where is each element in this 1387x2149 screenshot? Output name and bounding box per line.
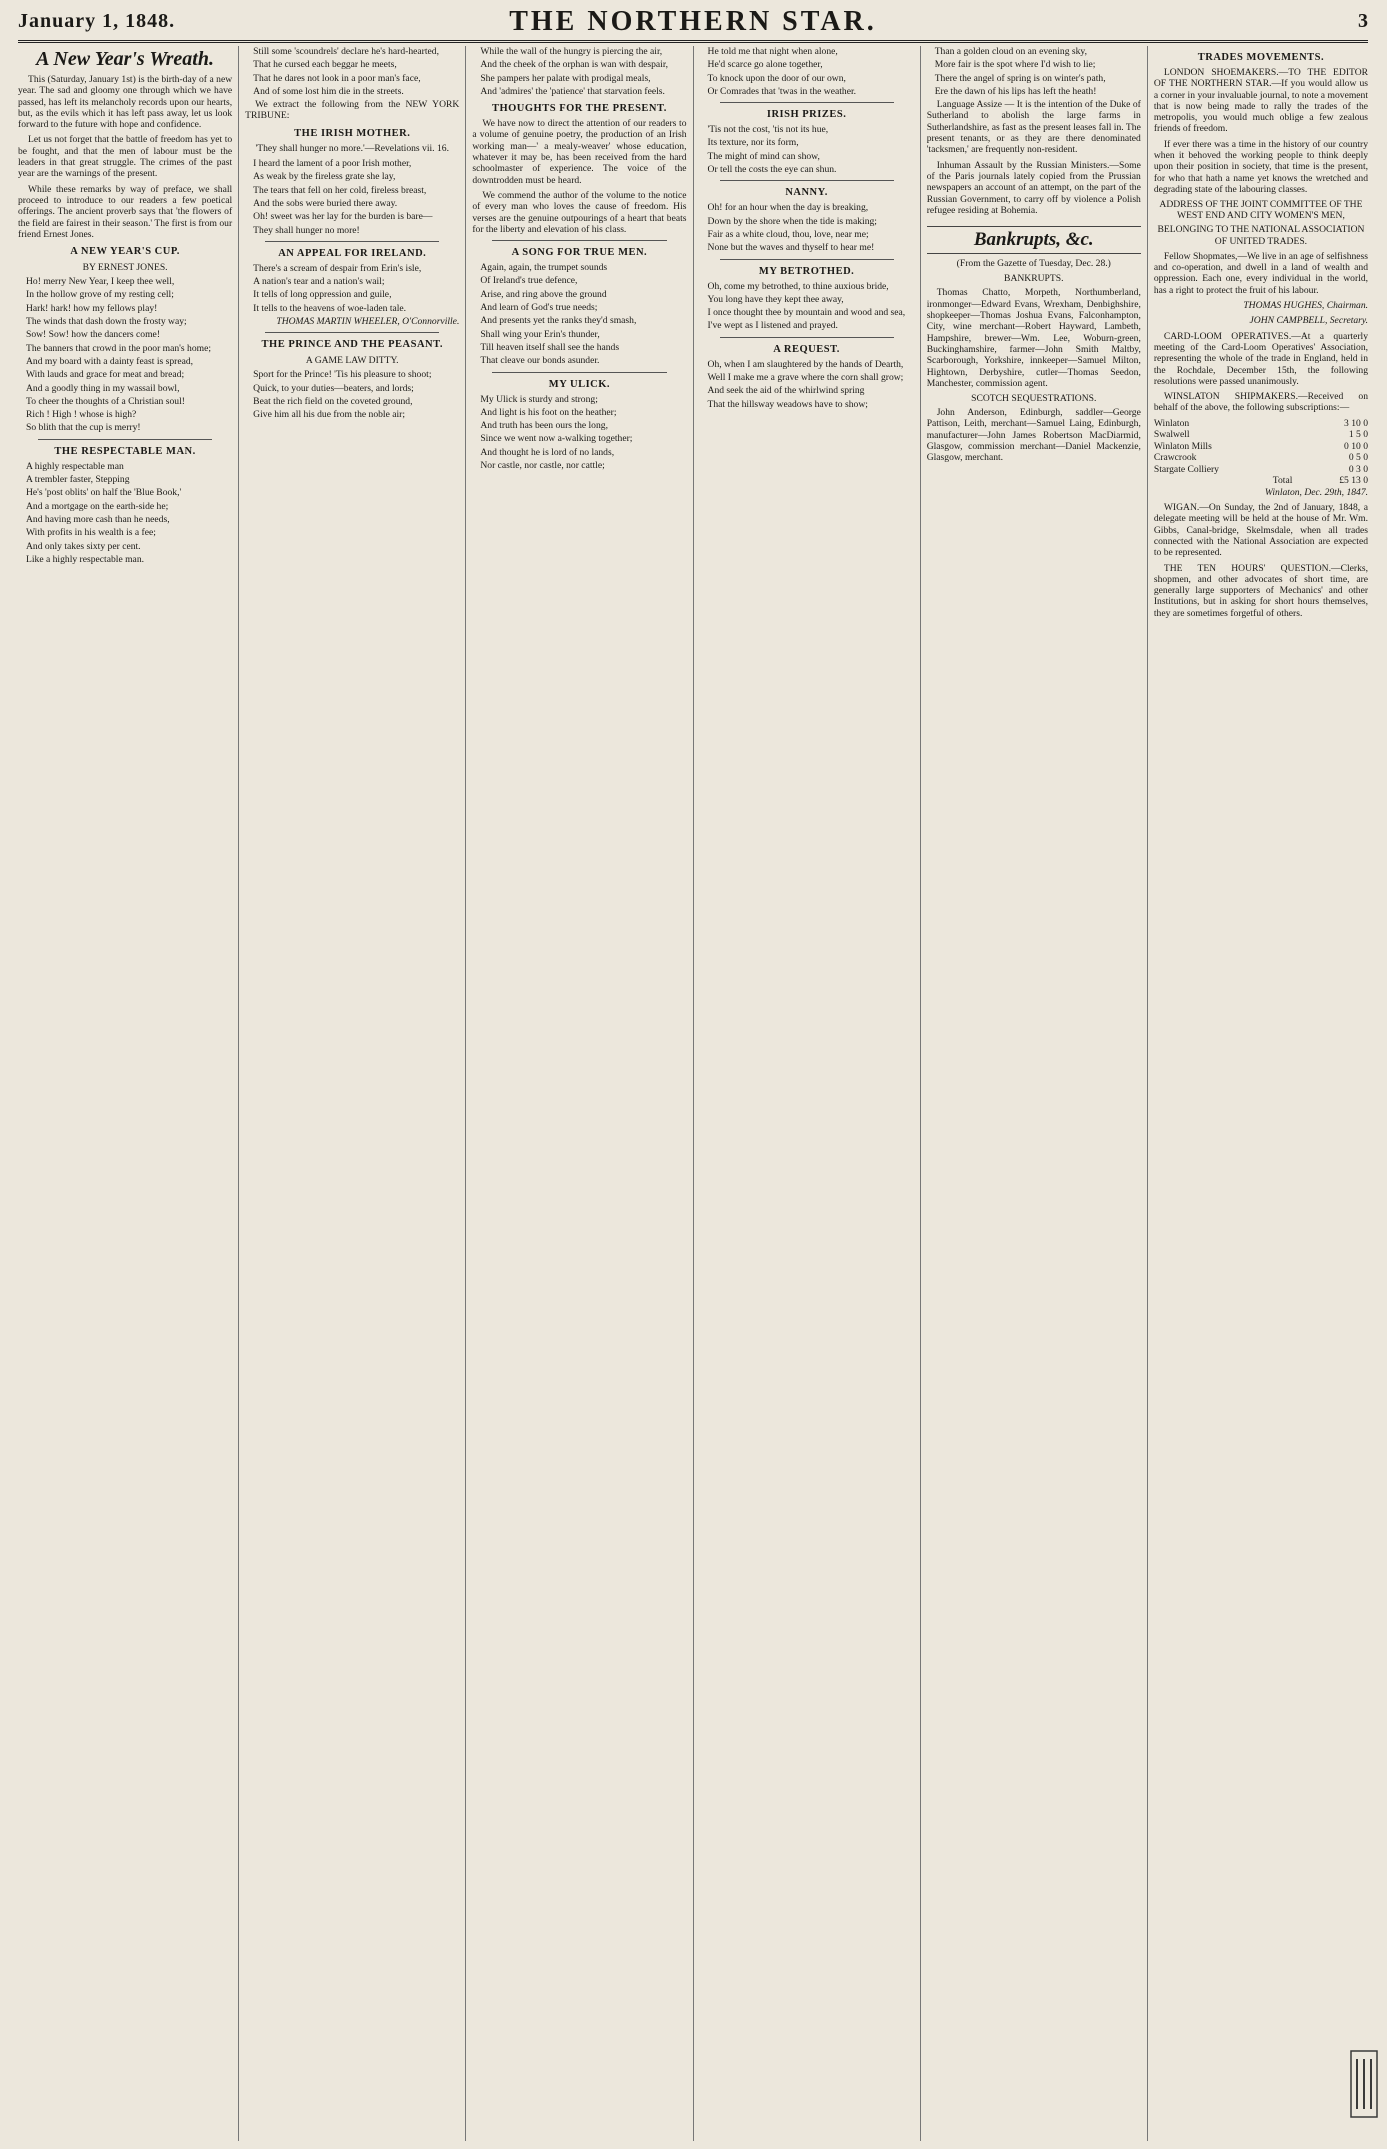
poem-line: With lauds and grace for meat and bread;: [26, 369, 185, 381]
column-1: [18, 46, 238, 2141]
section-divider: [720, 259, 894, 260]
essay-paragraph: We have now to direct the attention of our readers to a volume of genuine poetry, the production of an Irish working man—' a mealy-weaver' whose education, whatever it may be, has been received from the hard schoolmaster of experience. The voice of the downtrodden must be heard.: [472, 118, 687, 186]
poem-line: Beat the rich field on the coveted ground,: [253, 395, 413, 407]
poem-line: None but the waves and thyself to hear me!: [707, 242, 875, 254]
ballad-title: MY ULICK.: [548, 378, 611, 390]
poem-line: Down by the shore when the tide is making;: [707, 215, 877, 227]
trades-paragraph-4: CARD-LOOM OPERATIVES.—At a quarterly meeting of the Card-Loom Operatives' Association, representing the whole of the trade in England, held in the Rochdale, December 15th, the following resolutions were passed unanimously.: [1153, 330, 1369, 387]
poem-line: Its texture, nor its form,: [707, 137, 799, 149]
poem2-line: He's 'post oblits' on half the 'Blue Book,': [26, 487, 182, 499]
poem-line: Sow! Sow! how the dancers come!: [26, 329, 161, 341]
nanny-title: NANNY.: [785, 187, 828, 199]
poem-line: That the hillsway weadows have to show;: [707, 398, 868, 410]
poem-line: While the wall of the hungry is piercing the air,: [480, 46, 663, 57]
poem-line: To cheer the thoughts of a Christian soul!: [26, 395, 185, 407]
poem-line: Sport for the Prince! 'Tis his pleasure to shoot;: [253, 369, 432, 381]
table-row: Winlaton Mills 0 10 0: [1153, 440, 1369, 452]
poem-line: And seek the aid of the whirlwind spring: [707, 385, 865, 397]
signature-chairman: THOMAS HUGHES, Chairman.: [1243, 300, 1369, 312]
trades-paragraph-6: THE TEN HOURS' QUESTION.—Clerks, shopmen, and other advocates of short time, are generally large supporters of Mechanics' and other Institutions, but in asking for short hours themselves, they are sometimes forgetful of others.: [1153, 562, 1369, 619]
table-row: Winlaton 3 10 0: [1153, 417, 1369, 429]
column-4: [693, 46, 920, 2141]
poem-line: Hark! hark! how my fellows play!: [26, 302, 158, 314]
poem-line: Shall wing your Erin's thunder,: [480, 328, 600, 340]
column-3: [465, 46, 692, 2141]
section-divider: [38, 439, 212, 440]
column-5: [920, 46, 1147, 2141]
poem-line: Oh, when I am slaughtered by the hands of Dearth,: [707, 358, 904, 370]
column-6: [1147, 46, 1368, 2141]
poem-line: The might of mind can show,: [707, 150, 820, 162]
poem-line: 'Tis not the cost, 'tis not its hue,: [707, 124, 829, 136]
poem2-title: THE RESPECTABLE MAN.: [54, 445, 196, 457]
poem-line: That he dares not look in a poor man's face,: [253, 72, 421, 84]
poem2-line: A trembler faster, Stepping: [26, 474, 130, 486]
poem-line: To knock upon the door of our own,: [707, 72, 846, 84]
poem-line: It tells of long oppression and guile,: [253, 289, 392, 301]
dialogue-title: THE PRINCE AND THE PEASANT.: [261, 339, 443, 351]
bankrupts-heading: Bankrupts, &c.: [927, 226, 1141, 254]
irish-mother-epigraph: 'They shall hunger no more.'—Revelations vii. 16.: [255, 142, 449, 154]
column-container: [18, 46, 1368, 2141]
news-paragraph-2: Inhuman Assault by the Russian Ministers.—Some of the Paris journals lately copied from the Prussian newspapers an account of an attempt, on the part of the Russian Government, to carry off by violence a Polish refugee residing at Bohemia.: [926, 159, 1141, 216]
signature-secretary: JOHN CAMPBELL, Secretary.: [1249, 315, 1369, 327]
subscriptions-table: [1154, 418, 1368, 487]
address-title: ADDRESS OF THE JOINT COMMITTEE OF THE WEST END AND CITY WOMEN'S MEN,: [1159, 199, 1363, 222]
excerpt-intro: We extract the following from the NEW YORK TRIBUNE:: [245, 99, 460, 122]
trades-paragraph-2: If ever there was a time in the history of our country when it behoved the working people to think deeply upon their position in society, that time is the present, for who that hath a name yet knows the wretched and degrading state of the labouring classes.: [1153, 138, 1369, 195]
poem2-line: A highly respectable man: [26, 460, 124, 472]
poem-line: And the sobs were buried there away.: [253, 197, 398, 209]
poem-line: Still some 'scoundrels' declare he's hard-hearted,: [253, 46, 439, 57]
trades-intro: LONDON SHOEMAKERS.—TO THE EDITOR OF THE NORTHERN STAR.—If you would allow us a corner in your invaluable journal, to note a movement that is now being made to rally the trades of the metropolis, you would much oblige a few zealous friends of freedom.: [1153, 67, 1369, 135]
section-divider: [720, 337, 894, 338]
poem-line: More fair is the spot where I'd wish to lie;: [934, 59, 1096, 71]
poem-line: And learn of God's true needs;: [480, 302, 598, 314]
poem-line: So blith that the cup is merry!: [26, 422, 141, 434]
address-subtitle: BELONGING TO THE NATIONAL ASSOCIATION OF UNITED TRADES.: [1157, 224, 1365, 247]
poem-line: There's a scream of despair from Erin's isle,: [253, 262, 422, 274]
poem-line: I once thought thee by mountain and wood and sea,: [707, 307, 906, 319]
poem-line: The tears that fell on her cold, fireless breast,: [253, 184, 427, 196]
poem-line: It tells to the heavens of woe-laden tale.: [253, 302, 407, 314]
poem-line: Since we went now a-walking together;: [480, 433, 633, 445]
appeal-title: AN APPEAL FOR IRELAND.: [278, 247, 427, 259]
poem-line: And a goodly thing in my wassail bowl,: [26, 382, 180, 394]
trades-paragraph-5: WIGAN.—On Sunday, the 2nd of January, 1848, a delegate meeting will be held at the house of Mr. Wm. Gibbs, Canal-bridge, Skelmsdale, when all trades connected with the National Association are expected to be represented.: [1153, 502, 1369, 559]
song-title: A SONG FOR TRUE MEN.: [511, 247, 648, 259]
poem-line: And presents yet the ranks they'd smash,: [480, 315, 637, 327]
section-divider: [265, 241, 439, 242]
poem-line: Nor castle, nor castle, nor cattle;: [480, 460, 605, 472]
poem-line: She pampers her palate with prodigal meals,: [480, 72, 651, 84]
poem-line: Arise, and ring above the ground: [480, 288, 607, 300]
request-title: A REQUEST.: [773, 343, 840, 355]
poem2-line: Like a highly respectable man.: [26, 553, 145, 565]
trades-paragraph-3: Fellow Shopmates,—We live in an age of selfishness and co-operation, and dwell in a land of wealth and oppression. Each one, every individual in the world, has a right to protect the fruit of his labour.: [1153, 250, 1369, 296]
poem2-line: And only takes sixty per cent.: [26, 540, 141, 552]
poem-line: That he cursed each beggar he meets,: [253, 59, 397, 71]
masthead: [18, 6, 1368, 43]
wreath-paragraph-3: While these remarks by way of preface, we shall proceed to introduce to our readers a few poetical offerings. The ancient proverb says that 'the flowers of the field are fairest in their season.' The first is from our friend Ernest Jones.: [18, 183, 233, 240]
poem-line: And truth has been ours the long,: [480, 420, 608, 432]
section-divider: [492, 240, 666, 241]
trades-movements-title: TRADES MOVEMENTS.: [1197, 52, 1325, 63]
poem-line: Or Comrades that 'twas in the weather.: [707, 85, 857, 97]
subscriptions-heading: WINSLATON SHIPMAKERS.—Received on behalf of the above, the following subscriptions:—: [1153, 391, 1369, 414]
betrothed-title: MY BETROTHED.: [758, 265, 855, 277]
sequestrations-subheading: SCOTCH SEQUESTRATIONS.: [971, 393, 1097, 405]
poem-line: As weak by the fireless grate she lay,: [253, 171, 396, 183]
poem-line: Again, again, the trumpet sounds: [480, 262, 608, 274]
poem-line: He told me that night when alone,: [707, 46, 838, 57]
poem-line: In the hollow grove of my resting cell;: [26, 289, 174, 301]
dialogue-subtitle: A GAME LAW DITTY.: [305, 355, 399, 367]
issue-date: January 1, 1848.: [18, 10, 176, 32]
poem-line: They shall hunger no more!: [253, 224, 360, 236]
signature: THOMAS MARTIN WHEELER, O'Connorville.: [276, 316, 460, 328]
news-paragraph: Language Assize — It is the intention of the Duke of Sutherland to abolish the large farms in Sutherlandshire, as fast as the present leases fall in. The present tenants, or as they are there denominated 'tacksmen,' are frequently non-resident.: [926, 99, 1141, 156]
table-total-row: Total £5 13 0: [1272, 475, 1369, 487]
poem-line: Ho! merry New Year, I keep thee well,: [26, 276, 175, 288]
poem-line: And thought he is lord of no lands,: [480, 446, 615, 458]
poem-line: And light is his foot on the heather;: [480, 406, 617, 418]
poem-line: Quick, to your duties—beaters, and lords;: [253, 382, 414, 394]
poem2-line: With profits in his wealth is a fee;: [26, 527, 156, 539]
poem-line: Or tell the costs the eye can shun.: [707, 164, 837, 176]
section-divider: [720, 180, 894, 181]
poem-line: The banners that crowd in the poor man's home;: [26, 342, 212, 354]
poem-line: Oh! sweet was her lay for the burden is bare—: [253, 211, 433, 223]
newspaper-title: THE NORTHERN STAR.: [509, 6, 877, 37]
poem2-line: And having more cash than he needs,: [26, 513, 170, 525]
poem-line: My Ulick is sturdy and strong;: [480, 393, 598, 405]
poem-line: Rich ! High ! whose is high?: [26, 409, 137, 421]
poem-line: A nation's tear and a nation's wail;: [253, 276, 385, 288]
poem-line: I've wept as I listened and prayed.: [707, 320, 838, 332]
wreath-intro: This (Saturday, January 1st) is the birth-day of a new year. The sad and gloomy one through which we have passed, has left its melancholy records upon our hearts, but, as the evils which it has left pass away, let us look forward to the future with hope and confidence.: [18, 74, 233, 131]
essay-title: THOUGHTS FOR THE PRESENT.: [491, 103, 667, 115]
bankrupts-list: Thomas Chatto, Morpeth, Northumberland, ironmonger—Edward Evans, Wrexham, Denbighshire, shopkeeper—Thomas Joshua Evans, Falconhampton, City, wine merchant—Robert Hayward, Lambeth, Hampshire, brewer—Wm. Lee, Woburn-green, Buckinghamshire, farmer—John Smith Maltby, Scarborough, Yorkshire, innkeeper—Samuel Milton, Hightown, Derbyshire, cutler—Thomas Seedon, Manchester, commission agent.: [926, 287, 1141, 389]
page-number: 3: [1358, 10, 1368, 32]
poem-author: BY ERNEST JONES.: [82, 262, 168, 274]
table-row: Stargate Colliery 0 3 0: [1153, 463, 1369, 475]
poem-line: And 'admires' the 'patience' that starvation feels.: [480, 85, 665, 97]
new-years-wreath-heading: A New Year's Wreath.: [36, 48, 214, 70]
table-row: Swalwell 1 5 0: [1153, 429, 1369, 441]
poem-title: A NEW YEAR'S CUP.: [70, 246, 180, 258]
table-row: Crawcrook 0 5 0: [1153, 452, 1369, 464]
poem-line: The winds that dash down the frosty way;: [26, 316, 187, 328]
dateline: Winlaton, Dec. 29th, 1847.: [1264, 486, 1369, 498]
poem-line: Give him all his due from the noble air;: [253, 409, 406, 421]
poem-line: He'd scarce go alone together,: [707, 59, 823, 71]
column-2: [238, 46, 465, 2141]
poem2-line: And a mortgage on the earth-side he;: [26, 500, 169, 512]
poem-line: Of Ireland's true defence,: [480, 275, 578, 287]
wreath-paragraph-2: Let us not forget that the battle of freedom has yet to be fought, and that the men of labour must be the leaders in that great struggle. The crimes of the past year are the warnings of the present.: [18, 134, 233, 180]
poem-line: Ere the dawn of his lips has left the heath!: [934, 85, 1097, 97]
poem-line: And my board with a dainty feast is spread,: [26, 355, 194, 367]
poem-line: Than a golden cloud on an evening sky,: [934, 46, 1087, 57]
section-divider: [720, 102, 894, 103]
section-divider: [492, 372, 666, 373]
bankrupts-source: (From the Gazette of Tuesday, Dec. 28.): [956, 258, 1111, 270]
bankrupts-subheading: BANKRUPTS.: [1004, 273, 1064, 285]
poem-line: That cleave our bonds asunder.: [480, 355, 600, 367]
poem-line: You long have they kept thee away,: [707, 293, 844, 305]
poem-line: Oh, come my betrothed, to thine auxious bride,: [707, 280, 889, 292]
irish-mother-title: THE IRISH MOTHER.: [294, 127, 411, 139]
sequestrations-list: John Anderson, Edinburgh, saddler—George Pattison, Leith, merchant—Samuel Laing, Edinburgh, manufacturer—John James Robertson MacDiarmid, Glasgow, commission merchant—Daniel Mackenzie, Glasgow, merchant.: [926, 407, 1141, 464]
essay-paragraph-2: We commend the author of the volume to the notice of every man who loves the cause of freedom. His verses are the genuine outpourings of a heart that beats for the liberty and elevation of his class.: [472, 189, 687, 235]
poem-line: And of some lost him die in the streets.: [253, 85, 404, 97]
section-divider: [265, 332, 439, 333]
poem-line: I heard the lament of a poor Irish mother,: [253, 158, 412, 170]
poem-line: There the angel of spring is on winter's path,: [934, 72, 1106, 84]
poem-line: Till heaven itself shall see the hands: [480, 341, 620, 353]
irish-prizes-title: IRISH PRIZES.: [766, 109, 847, 121]
poem-line: Oh! for an hour when the day is breaking,: [707, 202, 869, 214]
poem-line: Well I make me a grave where the corn shall grow;: [707, 372, 904, 384]
poem-line: Fair as a white cloud, thou, love, near me;: [707, 228, 869, 240]
library-stamp-icon: [1349, 2049, 1379, 2119]
poem-line: And the cheek of the orphan is wan with despair,: [480, 59, 669, 71]
